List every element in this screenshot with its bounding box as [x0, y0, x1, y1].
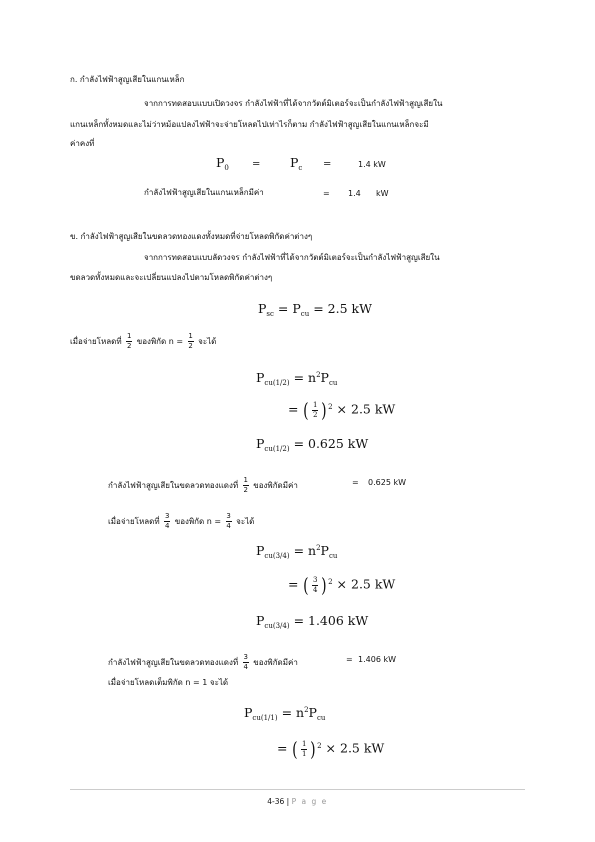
- equation-half-squared: = ( $\frac{1}{2}$ ) $^2$ × 2.5 kW: [288, 398, 396, 422]
- case-half-result-value: 0.625 kW: [368, 478, 406, 487]
- equals-sign: =: [323, 159, 332, 170]
- section-a-heading: ก. กำลังไฟฟ้าสูญเสียในแกนเหล็ก: [70, 75, 185, 84]
- equation-three-quarter-squared: = ( $\frac{3}{4}$ ) $^2$ × 2.5 kW: [288, 573, 396, 597]
- equation-psc-pcu: $P_{sc} = P_{cu} = 2.5$ kW: [258, 301, 372, 318]
- case-half-result: กำลังไฟฟ้าสูญเสียในขดลวดทองแดงที่ $\frac{1}{2}$ ของพิกัดมีค่า: [108, 476, 298, 494]
- core-loss-result-value: 1.4: [348, 189, 361, 198]
- equation-pcu-half: $P_{cu(1/2)} = n^2P_{cu}$: [256, 370, 338, 387]
- footer-divider: [70, 789, 525, 790]
- section-b-para-line-1: จากการทดสอบแบบลัดวงจร กำลังไฟฟ้าที่ได้จากวัตต์มิเตอร์จะเป็นกำลังไฟฟ้าสูญเสียใน: [144, 253, 440, 262]
- page-number: 4-36: [267, 797, 285, 806]
- case-three-quarter-intro: เมื่อจ่ายโหลดที่ $\frac{3}{4}$ ของพิกัด n = $\frac{3}{4}$ จะได้: [108, 512, 255, 530]
- core-loss-value: 1.4 kW: [358, 160, 386, 169]
- equals-sign: =: [252, 159, 261, 170]
- section-b-para-line-2: ขดลวดทั้งหมดและจะเปลี่ยนแปลงไปตามโหลดพิกัดค่าต่างๆ: [70, 273, 273, 282]
- page-word: P a g e: [291, 797, 328, 806]
- section-a-para-line-2: แกนเหล็กทั้งหมดและไม่ว่าหม้อแปลงไฟฟ้าจะจ่ายโหลดไปเท่าไรก็ตาม กำลังไฟฟ้าสูญเสียในแกนเหล็กจะมี: [70, 120, 429, 129]
- equation-pcu-half-result: $P_{cu(1/2)} = 0.625$ kW: [256, 436, 369, 453]
- equation-pcu-three-quarter: $P_{cu(3/4)} = n^2P_{cu}$: [256, 543, 338, 560]
- equals-sign: =: [352, 478, 359, 487]
- equation-full-squared: = ( $\frac{1}{1}$ ) $^2$ × 2.5 kW: [277, 737, 385, 761]
- section-a-para-line-3: ค่าคงที่: [70, 139, 95, 148]
- case-three-quarter-result-value: 1.406 kW: [358, 655, 396, 664]
- equals-sign: =: [346, 655, 353, 664]
- equation-pcu-full: $P_{cu(1/1)} = n^2P_{cu}$: [244, 705, 326, 722]
- footer-separator: |: [286, 797, 290, 806]
- case-three-quarter-result: กำลังไฟฟ้าสูญเสียในขดลวดทองแดงที่ $\frac{3}{4}$ ของพิกัดมีค่า: [108, 653, 298, 671]
- core-loss-result-unit: kW: [376, 189, 389, 198]
- equation-p0: $P_0$: [216, 155, 229, 172]
- section-a-para-line-1: จากการทดสอบแบบเปิดวงจร กำลังไฟฟ้าที่ได้จากวัตต์มิเตอร์จะเป็นกำลังไฟฟ้าสูญเสียใน: [144, 99, 443, 108]
- equals-sign: =: [323, 189, 330, 198]
- page-footer: [0, 797, 595, 806]
- equation-pc: $P_c$: [290, 155, 303, 172]
- core-loss-result-label: กำลังไฟฟ้าสูญเสียในแกนเหล็กมีค่า: [144, 188, 264, 197]
- case-full-intro: เมื่อจ่ายโหลดเต็มพิกัด n = 1 จะได้: [108, 678, 229, 687]
- section-b-heading: ข. กำลังไฟฟ้าสูญเสียในขดลวดทองแดงทั้งหมดที่จ่ายโหลดพิกัดค่าต่างๆ: [70, 232, 313, 241]
- case-half-intro: เมื่อจ่ายโหลดที่ $\frac{1}{2}$ ของพิกัด n = $\frac{1}{2}$ จะได้: [70, 332, 217, 350]
- equation-pcu-three-quarter-result: $P_{cu(3/4)} = 1.406$ kW: [256, 613, 369, 630]
